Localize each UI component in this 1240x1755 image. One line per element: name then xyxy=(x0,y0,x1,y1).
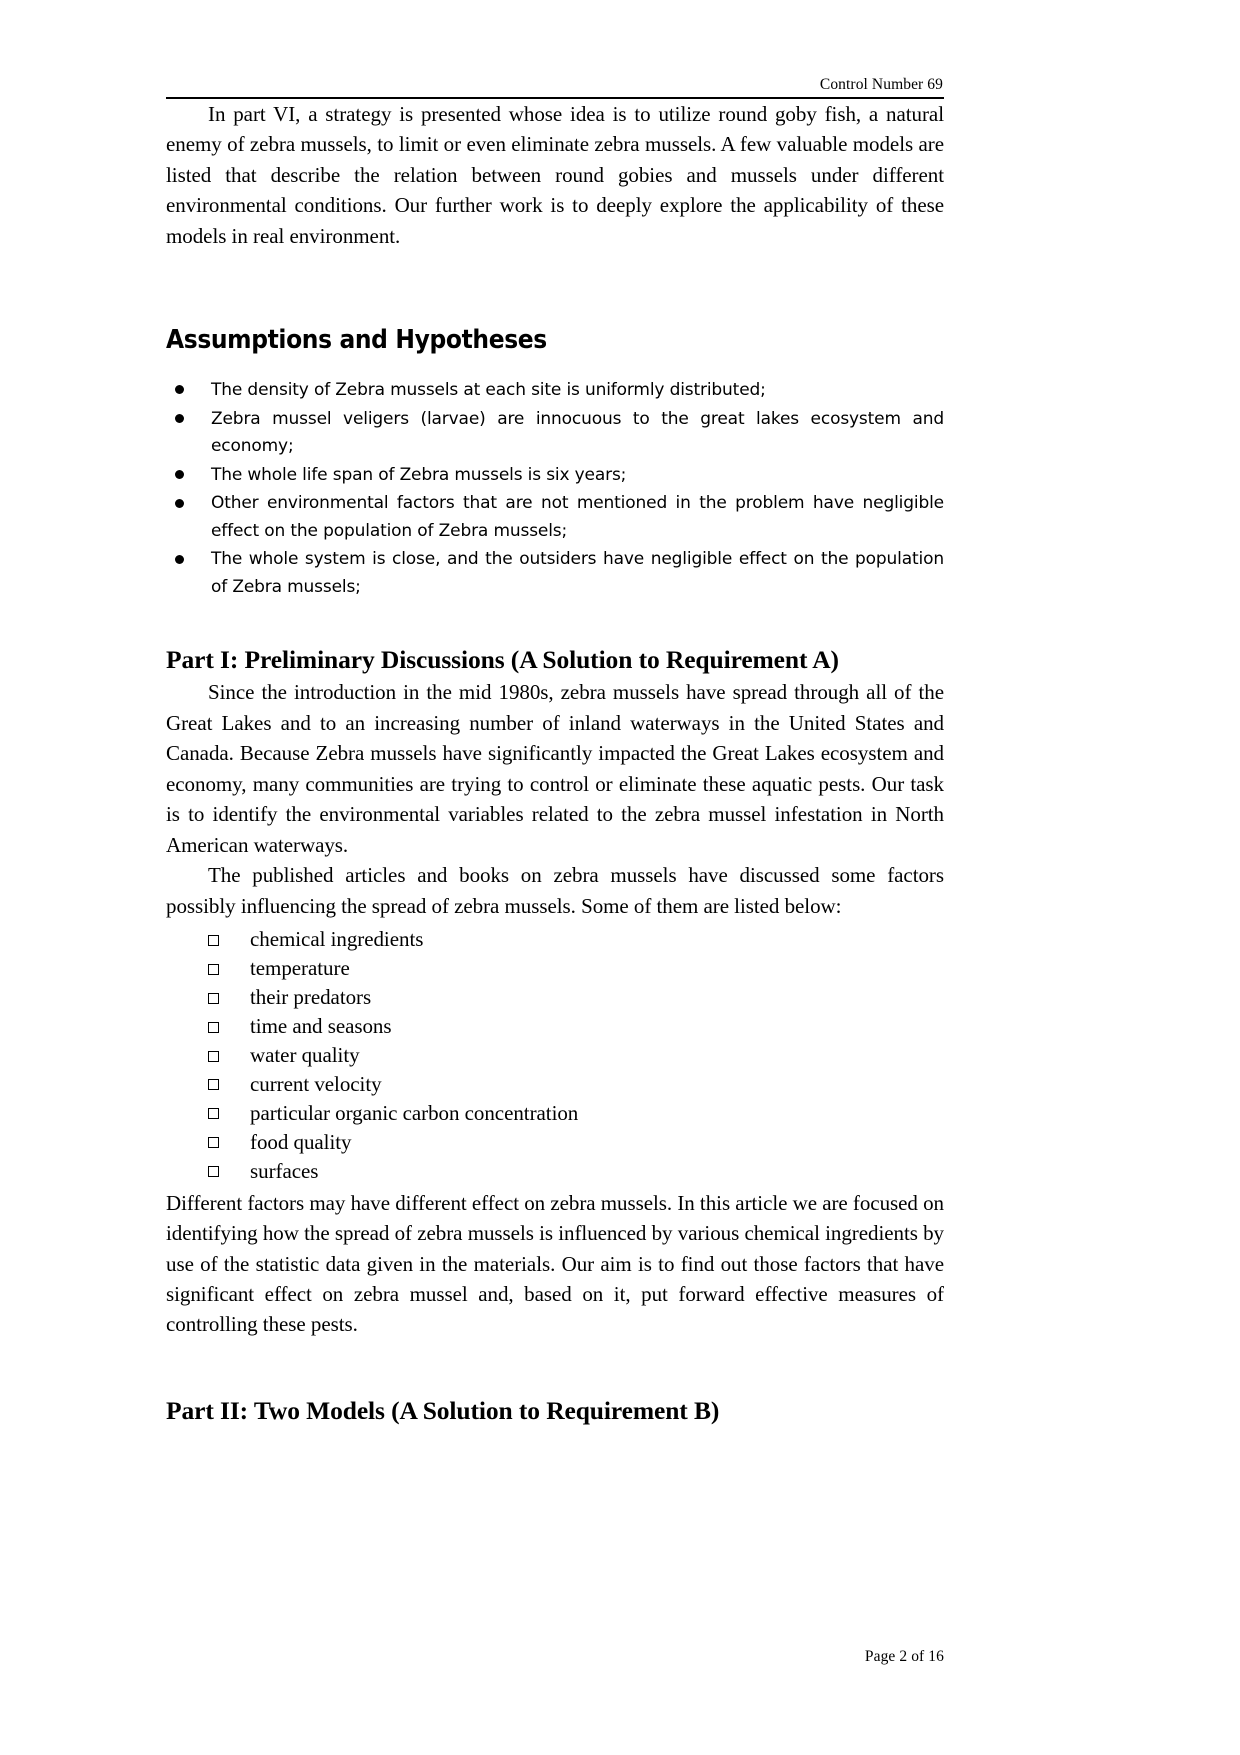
list-item xyxy=(166,1157,944,1186)
factor-text: chemical ingredients xyxy=(250,926,424,951)
list-item xyxy=(166,925,944,954)
checkbox-square-icon xyxy=(208,964,219,975)
intro-paragraph: In part VI, a strategy is presented whose idea is to utilize round goby fish, a natural enemy of zebra mussels, to limit or even eliminate zebra mussels. A few valuable models are listed that describe the relation between round gobies and mussels under different environmental conditions. Our further work is to deeply explore the applicability of these models in real environment. xyxy=(166,102,944,248)
assumptions-section-header xyxy=(166,325,944,355)
assumption-text: The whole life span of Zebra mussels is six years; xyxy=(211,464,627,485)
part2-section-header xyxy=(166,1396,944,1426)
part1-paragraph-3: Different factors may have different effect on zebra mussels. In this article we are focused on identifying how the spread of zebra mussels is influenced by various chemical ingredients by use of the statistic data given in the materials. Our aim is to find out those factors that have significant effect on zebra mussel and, based on it, put forward effective measures of controlling these pests. xyxy=(166,1190,944,1337)
checkbox-square-icon xyxy=(208,993,219,1004)
checkbox-square-icon xyxy=(208,1108,219,1119)
list-item xyxy=(166,954,944,983)
list-item xyxy=(166,1012,944,1041)
list-item xyxy=(166,1128,944,1157)
page-content xyxy=(166,0,944,1426)
factor-text: surfaces xyxy=(250,1158,319,1183)
checkbox-square-icon xyxy=(208,1079,219,1090)
list-item xyxy=(166,377,944,405)
factor-text: current velocity xyxy=(250,1071,382,1096)
assumption-text: The whole system is close, and the outsiders have negligible effect on the population of Zebra mussels; xyxy=(211,549,944,597)
list-item xyxy=(166,406,944,461)
bullet-dot-icon xyxy=(175,385,184,394)
bullet-dot-icon xyxy=(175,555,184,564)
heading-part-1: Part I: Preliminary Discussions (A Solution to Requirement A) xyxy=(166,645,839,675)
assumptions-list xyxy=(166,377,944,601)
heading-part-2: Part II: Two Models (A Solution to Requirement B) xyxy=(166,1395,720,1425)
bullet-dot-icon xyxy=(175,414,184,423)
checkbox-square-icon xyxy=(208,1022,219,1033)
part1-section-header xyxy=(166,645,944,675)
factor-text: water quality xyxy=(250,1042,360,1067)
assumption-text: The density of Zebra mussels at each site is uniformly distributed; xyxy=(211,380,766,401)
list-item xyxy=(166,1041,944,1070)
factor-text: their predators xyxy=(250,984,372,1009)
assumption-text: Zebra mussel veligers (larvae) are innocuous to the great lakes ecosystem and economy; xyxy=(211,408,944,457)
factor-text: temperature xyxy=(250,955,350,980)
part1-paragraph-1: Since the introduction in the mid 1980s, zebra mussels have spread through all of the Great Lakes and to an increasing number of inland waterways in the United States and Canada. Because Zebra mussels have significantly impacted the Great Lakes ecosystem and economy, many communities are trying to control or eliminate these aquatic pests. Our task is to identify the environmental variables related to the zebra mussel infestation in North American waterways. xyxy=(166,680,944,857)
assumption-text: Other environmental factors that are not mentioned in the problem have negligible effect on the population of Zebra mussels; xyxy=(211,493,944,541)
checkbox-square-icon xyxy=(208,935,219,946)
factors-list xyxy=(166,925,944,1186)
list-item xyxy=(166,1070,944,1099)
running-header xyxy=(166,0,944,99)
checkbox-square-icon xyxy=(208,1137,219,1148)
list-item xyxy=(166,1099,944,1128)
list-item xyxy=(166,546,944,601)
heading-assumptions: Assumptions and Hypotheses xyxy=(166,325,547,356)
bullet-dot-icon xyxy=(175,499,184,508)
list-item xyxy=(166,462,944,490)
page-footer: Page 2 of 16 xyxy=(864,1648,944,1665)
checkbox-square-icon xyxy=(208,1166,219,1177)
factor-text: particular organic carbon concentration xyxy=(250,1100,579,1125)
list-item xyxy=(166,490,944,545)
bullet-dot-icon xyxy=(175,470,184,479)
header-control-number: Control Number 69 xyxy=(819,76,943,93)
checkbox-square-icon xyxy=(208,1051,219,1062)
factor-text: time and seasons xyxy=(250,1013,392,1038)
part1-paragraph-2: The published articles and books on zebra mussels have discussed some factors possibly influencing the spread of zebra mussels. Some of them are listed below: xyxy=(166,863,944,918)
list-item xyxy=(166,983,944,1012)
factor-text: food quality xyxy=(250,1129,352,1154)
